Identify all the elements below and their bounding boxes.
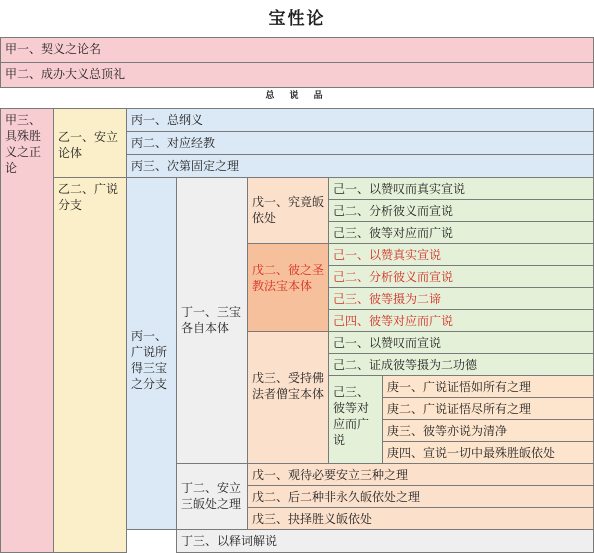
row-ding3: 丁三、以释词解说 xyxy=(176,529,594,553)
row-bing3: 丙三、次第固定之理 xyxy=(126,154,594,178)
row-ji-a2: 己二、分析彼义而宣说 xyxy=(328,199,594,222)
row-jia3: 甲三、具殊胜义之正论 xyxy=(0,108,54,553)
row-ji-b1: 己一、以赞真实宣说 xyxy=(328,243,594,266)
row-ji-a1: 己一、以赞叹而真实宣说 xyxy=(328,177,594,200)
row-yi1: 乙一、安立论体 xyxy=(53,108,127,178)
row-bing1: 丙一、总纲义 xyxy=(126,108,594,132)
page-title: 宝性论 xyxy=(268,9,326,29)
row-ji-a3: 己三、彼等对应而广说 xyxy=(328,221,594,244)
row-ji-c3: 己三、彼等对应而广说 xyxy=(328,375,383,464)
row-geng4: 庚四、宣说一切中最殊胜皈依处 xyxy=(382,441,594,464)
row-jia1: 甲一、契义之论名 xyxy=(0,37,594,63)
row-wu2: 戊二、彼之圣教法宝本体 xyxy=(247,243,329,332)
row-ding1: 丁一、三宝各自本体 xyxy=(176,177,248,464)
row-ding2: 丁二、安立三皈处之理 xyxy=(176,463,248,530)
row-wu1: 戊一、究竟皈依处 xyxy=(247,177,329,244)
row-wu3: 戊三、受持佛法者僧宝本体 xyxy=(247,331,329,464)
row-wu-d3: 戊三、抉择胜义皈依处 xyxy=(247,507,594,530)
row-yi2: 乙二、广说分支 xyxy=(53,177,127,553)
section-heading: 总 说 品 xyxy=(265,91,329,101)
row-geng3: 庚三、彼等亦说为清净 xyxy=(382,419,594,442)
row-wu-d1: 戊一、观待必要安立三种之理 xyxy=(247,463,594,486)
row-geng2: 庚二、广说证悟尽所有之理 xyxy=(382,397,594,420)
row-ji-b3: 己三、彼等摄为二谛 xyxy=(328,287,594,310)
row-bing2: 丙二、对应经教 xyxy=(126,131,594,155)
row-geng1: 庚一、广说证悟如所有之理 xyxy=(382,375,594,398)
row-bing-b1: 丙一、广说所得三宝之分支 xyxy=(126,177,177,530)
row-wu-d2: 戊二、后二种非永久皈依处之理 xyxy=(247,485,594,508)
row-ji-b2: 己二、分析彼义而宣说 xyxy=(328,265,594,288)
row-ji-b4: 己四、彼等对应而广说 xyxy=(328,309,594,332)
row-ji-c2: 己二、证成彼等摄为二功德 xyxy=(328,353,594,376)
row-ji-c1: 己一、以赞叹而宣说 xyxy=(328,331,594,354)
row-jia2: 甲二、成办大义总顶礼 xyxy=(0,62,594,88)
